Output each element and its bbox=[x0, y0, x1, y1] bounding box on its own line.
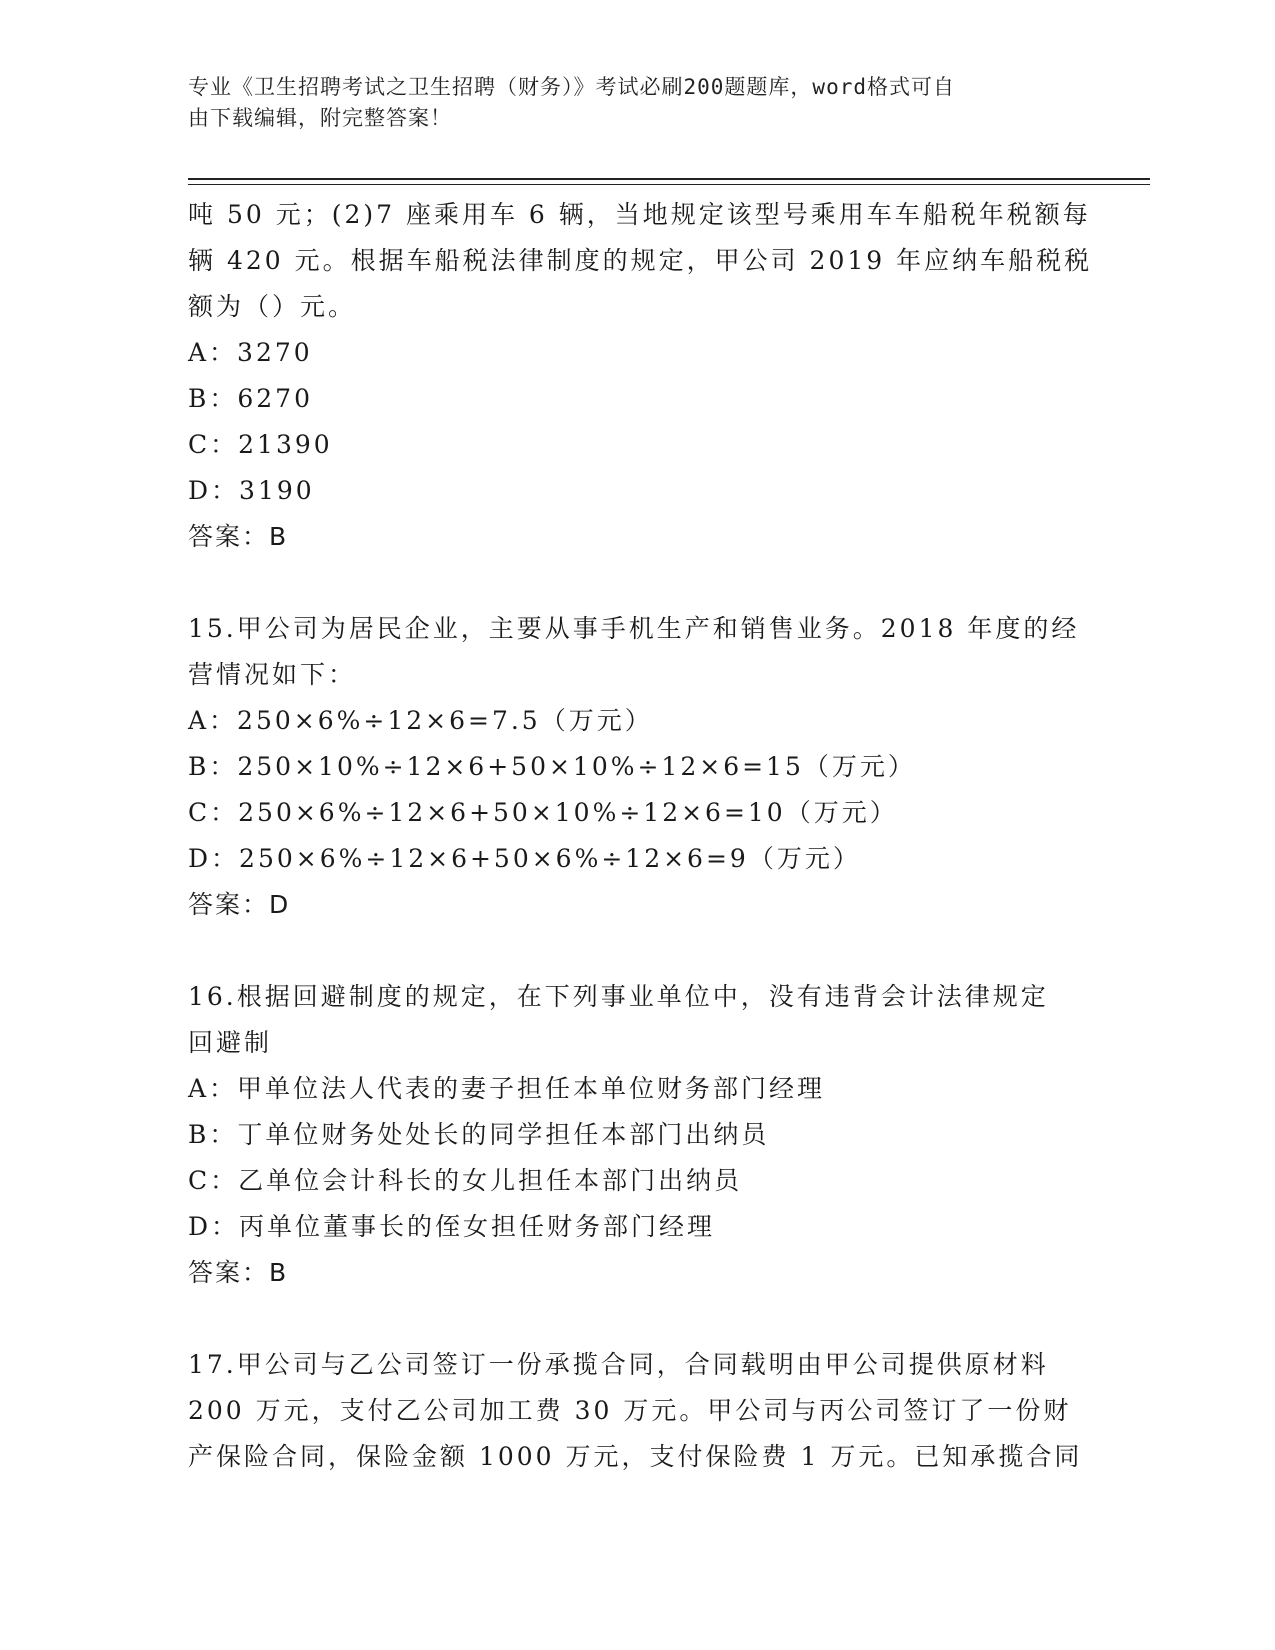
spacer bbox=[188, 928, 1088, 974]
option-b: B：250×10%÷12×6+50×10%÷12×6=15（万元） bbox=[188, 752, 916, 781]
option-a: A：250×6%÷12×6=7.5（万元） bbox=[188, 706, 653, 735]
document-header bbox=[188, 72, 1068, 134]
option-a: A：甲单位法人代表的妻子担任本单位财务部门经理 bbox=[188, 1074, 826, 1103]
question-text-line: 15.甲公司为居民企业，主要从事手机生产和销售业务。2018 年度的经 bbox=[188, 614, 1080, 643]
option-d: D：丙单位董事长的侄女担任财务部门经理 bbox=[188, 1212, 716, 1241]
answer-line: 答案：D bbox=[188, 890, 291, 919]
header-rule-thick bbox=[188, 178, 1150, 180]
question-text-line: 回避制 bbox=[188, 1028, 273, 1057]
question-text-line: 产保险合同，保险金额 1000 万元，支付保险费 1 万元。已知承揽合同 bbox=[188, 1442, 1083, 1471]
question-16 bbox=[188, 974, 1088, 1296]
option-d: D：3190 bbox=[188, 476, 315, 505]
document-body bbox=[188, 192, 1093, 1480]
question-text-line: 17.甲公司与乙公司签订一份承揽合同，合同载明由甲公司提供原材料 bbox=[188, 1350, 1049, 1379]
option-c: C：250×6%÷12×6+50×10%÷12×6=10（万元） bbox=[188, 798, 898, 827]
question-text-line: 吨 50 元；(2)7 座乘用车 6 辆，当地规定该型号乘用车车船税年税额每 bbox=[188, 200, 1091, 229]
header-line-1: 专业《卫生招聘考试之卫生招聘（财务）》考试必刷200题题库，word格式可自 bbox=[188, 75, 955, 99]
option-c: C：乙单位会计科长的女儿担任本部门出纳员 bbox=[188, 1166, 743, 1195]
header-line-2: 由下载编辑，附完整答案！ bbox=[188, 106, 452, 130]
question-17 bbox=[188, 1342, 1088, 1480]
question-text-line: 辆 420 元。根据车船税法律制度的规定，甲公司 2019 年应纳车船税税 bbox=[188, 246, 1093, 275]
question-text-line: 200 万元，支付乙公司加工费 30 万元。甲公司与丙公司签订了一份财 bbox=[188, 1396, 1072, 1425]
question-15 bbox=[188, 606, 1088, 928]
question-text-line: 16.根据回避制度的规定，在下列事业单位中，没有违背会计法律规定 bbox=[188, 982, 1049, 1011]
option-a: A：3270 bbox=[188, 338, 313, 367]
option-c: C：21390 bbox=[188, 430, 333, 459]
answer-line: 答案：B bbox=[188, 1258, 289, 1287]
option-d: D：250×6%÷12×6+50×6%÷12×6=9（万元） bbox=[188, 844, 861, 873]
answer-line: 答案：B bbox=[188, 522, 289, 551]
question-14 bbox=[188, 192, 1093, 560]
option-b: B：丁单位财务处处长的同学担任本部门出纳员 bbox=[188, 1120, 770, 1149]
question-text-line: 营情况如下： bbox=[188, 660, 357, 689]
spacer bbox=[188, 560, 1088, 606]
header-rule-thin bbox=[188, 184, 1150, 185]
question-text-line: 额为（）元。 bbox=[188, 292, 357, 321]
option-b: B：6270 bbox=[188, 384, 313, 413]
spacer bbox=[188, 1296, 1088, 1342]
